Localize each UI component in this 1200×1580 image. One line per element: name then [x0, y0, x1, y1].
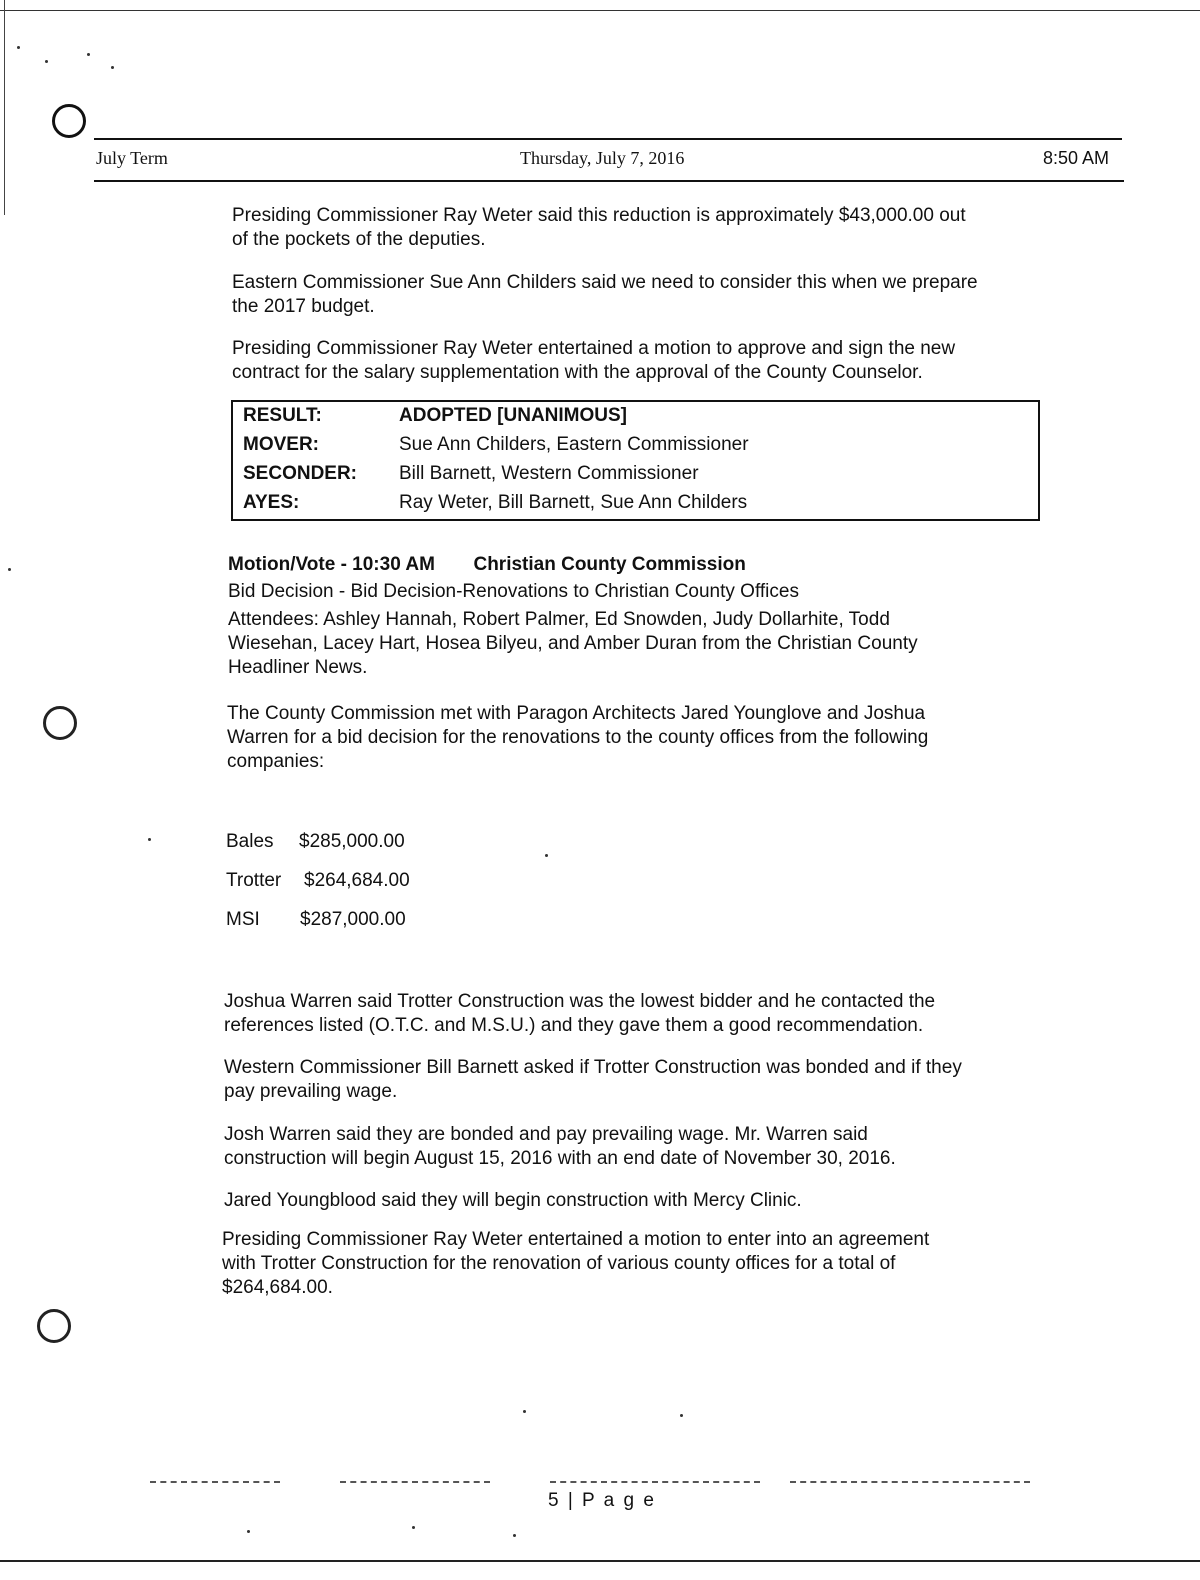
- motion-heading-time: Motion/Vote - 10:30 AM: [228, 554, 435, 575]
- header-rule-bottom: [94, 180, 1124, 182]
- vote-value: Sue Ann Childers, Eastern Commissioner: [399, 434, 749, 455]
- vote-row-seconder: [243, 462, 699, 486]
- paragraph-line: Wiesehan, Lacey Hart, Hosea Bilyeu, and Amber Duran from the Christian County: [228, 633, 918, 654]
- scan-top-edge: [0, 10, 1200, 11]
- footer-dashed-rule: [340, 1481, 490, 1484]
- paragraph-line: Presiding Commissioner Ray Weter entertained a motion to enter into an agreement: [222, 1229, 930, 1250]
- vote-value: Bill Barnett, Western Commissioner: [399, 463, 699, 484]
- attendees-paragraph: [228, 608, 918, 680]
- paragraph-line: Western Commissioner Bill Barnett asked if Trotter Construction was bonded and if they: [224, 1057, 962, 1078]
- paragraph-line: references listed (O.T.C. and M.S.U.) and they gave them a good recommendation.: [224, 1015, 924, 1036]
- scan-speck: [513, 1534, 516, 1537]
- header-rule-top: [94, 138, 1122, 140]
- header-term: July Term: [96, 148, 168, 168]
- binder-hole: [43, 706, 77, 740]
- bid-amount: $264,684.00: [304, 870, 410, 891]
- paragraph-line: Joshua Warren said Trotter Construction was the lowest bidder and he contacted the: [224, 991, 936, 1012]
- paragraph-line: construction will begin August 15, 2016 with an end date of November 30, 2016.: [224, 1148, 896, 1169]
- bid-row: [226, 909, 526, 933]
- header-time: 8:50 AM: [1043, 148, 1110, 168]
- vote-result-box: [231, 400, 1040, 521]
- footer-dashed-rule: [790, 1481, 1030, 1484]
- scan-speck: [45, 60, 48, 63]
- paragraph-line: Attendees: Ashley Hannah, Robert Palmer, Ed Snowden, Judy Dollarhite, Todd: [228, 609, 890, 630]
- binder-hole: [52, 104, 86, 138]
- paragraph-bonded-question: [224, 1056, 962, 1104]
- scan-speck: [523, 1410, 526, 1413]
- paragraph-line: the 2017 budget.: [232, 296, 375, 317]
- paragraph-construction-dates: [224, 1123, 896, 1171]
- vote-label: RESULT:: [243, 405, 322, 426]
- paragraph-line: contract for the salary supplementation with the approval of the County Counselor.: [232, 362, 923, 383]
- paragraph-motion-agreement: [222, 1228, 929, 1300]
- vote-label: MOVER:: [243, 434, 319, 455]
- header-date: Thursday, July 7, 2016: [520, 148, 685, 168]
- paragraph-line: Josh Warren said they are bonded and pay prevailing wage. Mr. Warren said: [224, 1124, 868, 1145]
- paragraph-line: Headliner News.: [228, 657, 368, 678]
- motion-heading: [228, 553, 746, 577]
- scan-speck: [111, 66, 114, 69]
- paragraph-line: The County Commission met with Paragon Architects Jared Younglove and Joshua: [227, 703, 926, 724]
- bid-row: [226, 831, 526, 855]
- scan-speck: [247, 1530, 250, 1533]
- scan-bottom-edge: [0, 1560, 1200, 1562]
- bid-company: MSI: [226, 909, 260, 930]
- bid-company: Bales: [226, 831, 274, 852]
- paragraph-line: Presiding Commissioner Ray Weter entertained a motion to approve and sign the new: [232, 338, 956, 359]
- paragraph-line: Eastern Commissioner Sue Ann Childers said we need to consider this when we prepare: [232, 272, 978, 293]
- bid-company: Trotter: [226, 870, 282, 891]
- bid-amount: $285,000.00: [299, 831, 405, 852]
- bid-decision-line: Bid Decision - Bid Decision-Renovations to Christian County Offices: [228, 581, 799, 602]
- bid-row: [226, 870, 526, 894]
- paragraph-line: of the pockets of the deputies.: [232, 229, 486, 250]
- bid-amount: $287,000.00: [300, 909, 406, 930]
- vote-value: ADOPTED [UNANIMOUS]: [399, 405, 627, 426]
- page-number: 5 | P a g e: [548, 1490, 656, 1511]
- scan-left-edge: [4, 0, 5, 215]
- paragraph-budget: [232, 271, 978, 319]
- scan-speck: [680, 1414, 683, 1417]
- paragraph-line: Jared Youngblood said they will begin construction with Mercy Clinic.: [224, 1190, 802, 1211]
- scan-speck: [148, 838, 151, 841]
- paragraph-lowest-bidder: [224, 990, 935, 1038]
- paragraph-line: with Trotter Construction for the renovation of various county offices for a total of: [222, 1253, 896, 1274]
- paragraph-line: $264,684.00.: [222, 1277, 333, 1298]
- scan-speck: [545, 854, 548, 857]
- vote-label: AYES:: [243, 492, 300, 513]
- scan-speck: [412, 1526, 415, 1529]
- vote-row-mover: [243, 433, 749, 457]
- scan-speck: [8, 568, 11, 571]
- paragraph-line: companies:: [227, 751, 325, 772]
- scan-speck: [87, 53, 90, 56]
- footer-dashed-rule: [550, 1481, 760, 1484]
- motion-heading-body: Christian County Commission: [473, 554, 746, 575]
- meeting-paragraph: [227, 702, 928, 774]
- vote-label: SECONDER:: [243, 463, 358, 484]
- vote-value: Ray Weter, Bill Barnett, Sue Ann Childers: [399, 492, 748, 513]
- paragraph-line: Warren for a bid decision for the renovations to the county offices from the following: [227, 727, 929, 748]
- binder-hole: [37, 1309, 71, 1343]
- paragraph-reduction: [232, 204, 966, 252]
- paragraph-line: Presiding Commissioner Ray Weter said this reduction is approximately $43,000.00 out: [232, 205, 966, 226]
- vote-row-ayes: [243, 491, 747, 515]
- vote-row-result: [243, 404, 627, 428]
- paragraph-mercy-clinic: [224, 1189, 802, 1213]
- scan-speck: [17, 46, 20, 49]
- paragraph-motion-salary: [232, 337, 955, 385]
- paragraph-line: pay prevailing wage.: [224, 1081, 398, 1102]
- footer-dashed-rule: [150, 1481, 280, 1484]
